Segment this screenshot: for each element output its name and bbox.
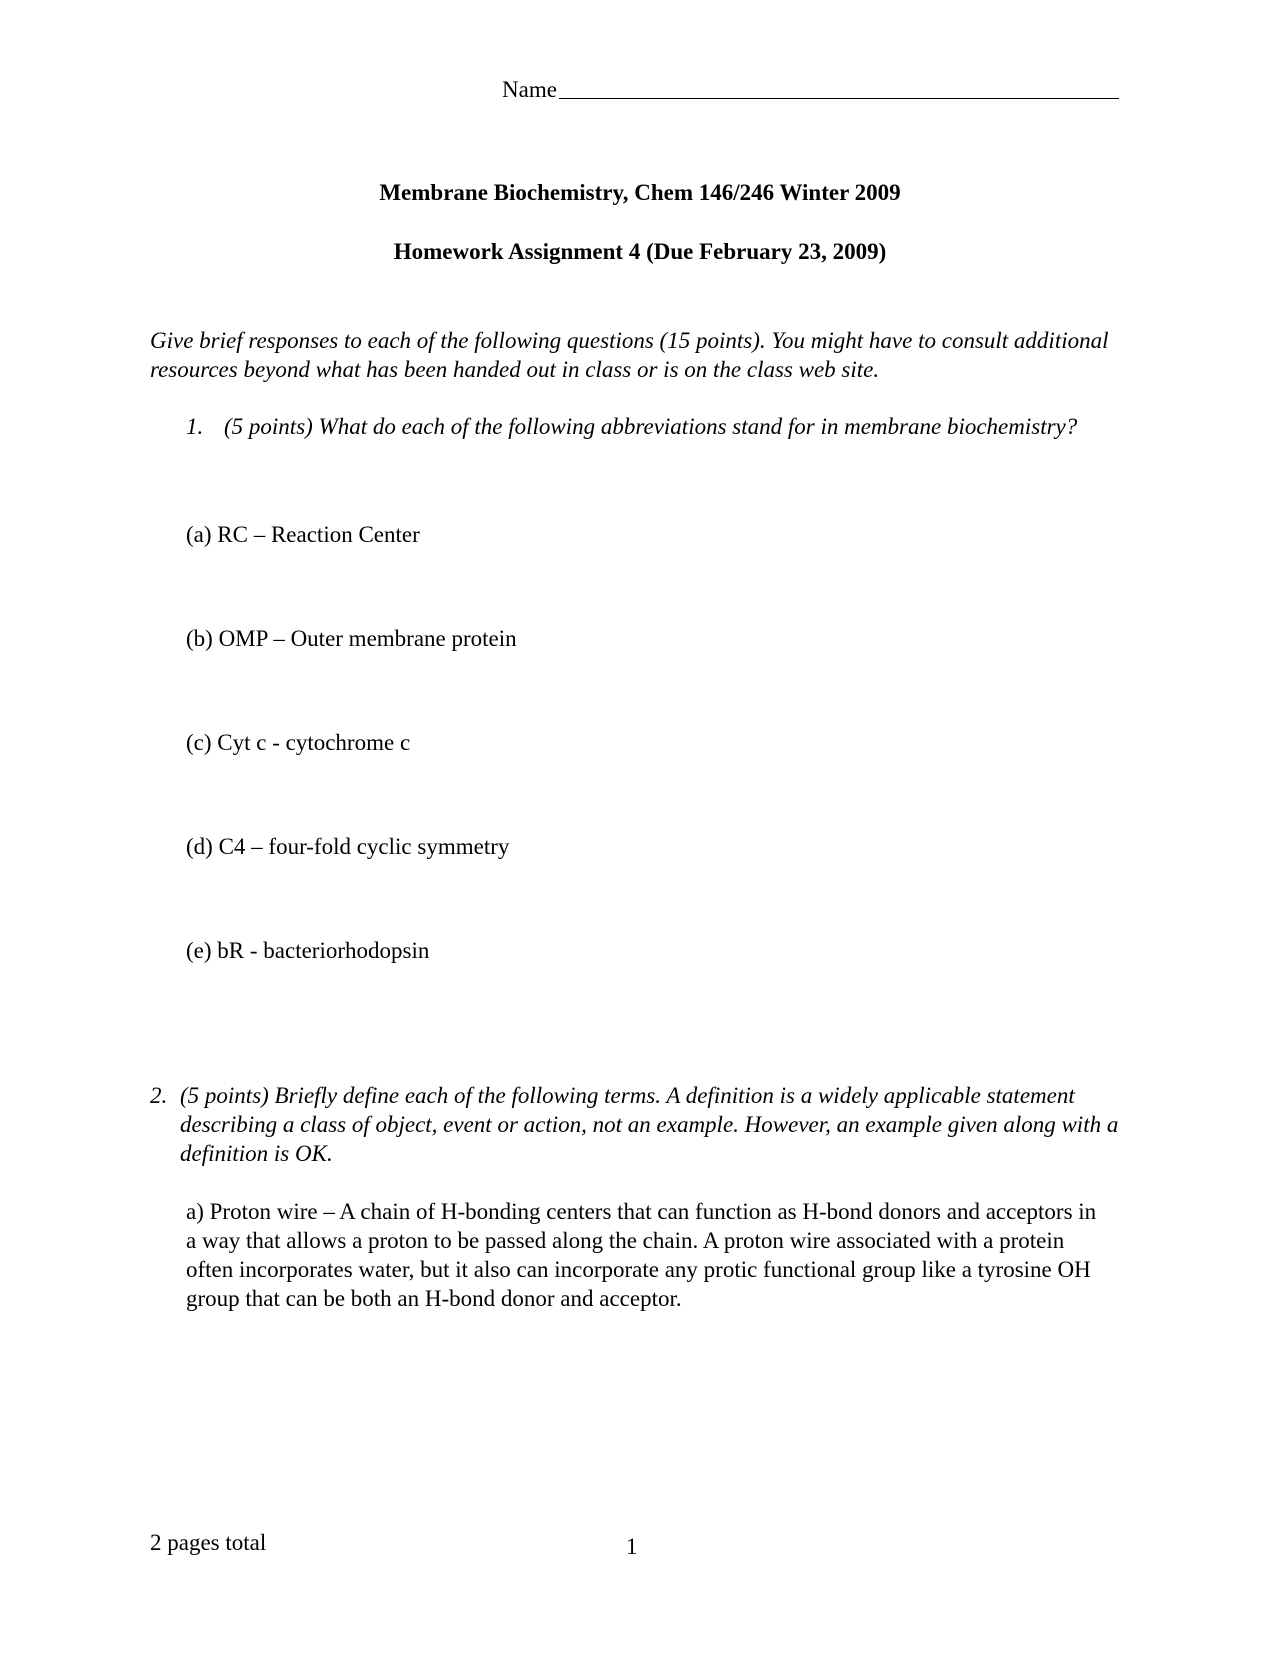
answer-1b: (b) OMP – Outer membrane protein bbox=[186, 626, 517, 651]
question-1-number: 1. bbox=[186, 414, 204, 439]
answer-1a: (a) RC – Reaction Center bbox=[186, 522, 420, 547]
footer-pages-total: 2 pages total bbox=[150, 1530, 267, 1555]
name-blank-line bbox=[559, 74, 1119, 99]
question-1-text: (5 points) What do each of the following abbreviations stand for in membrane biochemistry? bbox=[224, 414, 1078, 439]
question-2 bbox=[150, 1081, 1150, 1168]
page-number: 1 bbox=[626, 1534, 638, 1559]
question-2-number: 2. bbox=[150, 1083, 168, 1108]
instructions: Give brief responses to each of the following questions (15 points). You might have to consult additional resources beyond what has been handed out in class or is on the class web site. bbox=[150, 328, 1109, 382]
answer-1c: (c) Cyt c - cytochrome c bbox=[186, 730, 411, 755]
question-2-text: (5 points) Briefly define each of the following terms. A definition is a widely applicable statement describing a class of object, event or action, not an example. However, an example given along with a definition is OK. bbox=[180, 1083, 1119, 1166]
assignment-title: Homework Assignment 4 (Due February 23, 2009) bbox=[393, 239, 887, 264]
name-label: Name bbox=[502, 77, 557, 102]
answer-2a: a) Proton wire – A chain of H-bonding centers that can function as H-bond donors and acceptors in a way that allows a proton to be passed along the chain. A proton wire associated with a protein often incorporates water, but it also can incorporate any protic functional group like a tyrosine OH group that can be both an H-bond donor and acceptor. bbox=[186, 1199, 1097, 1311]
name-field bbox=[502, 74, 1119, 103]
answer-1d: (d) C4 – four-fold cyclic symmetry bbox=[186, 834, 510, 859]
question-1 bbox=[186, 412, 1086, 441]
answer-1e: (e) bR - bacteriorhodopsin bbox=[186, 938, 430, 963]
course-title: Membrane Biochemistry, Chem 146/246 Winter 2009 bbox=[379, 180, 901, 205]
